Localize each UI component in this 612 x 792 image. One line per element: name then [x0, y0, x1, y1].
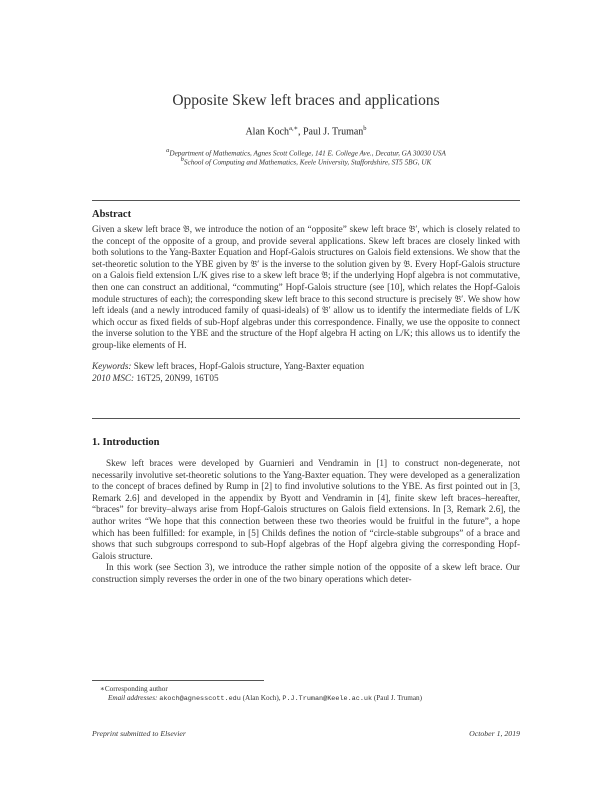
- intro-paragraph-1: Skew left braces were developed by Guarnieri and Vendramin in [1] to construct non-degenerate, not necessarily involutive set-theoretic solutions to the Yang-Baxter equation. They were developed as a generalization to the concept of braces defined by Rump in [2] to find involutive solutions to the YBE. As first pointed out in [3, Remark 2.6] and developed in the appendix by Byott and Vendramin in [4], finite skew left braces–hereafter, “braces” for brevity–always arise from Hopf-Galois structures on Galois field extensions. In [3, Remark 2.6], the author writes “We hope that this connection between these two theories would be fruitful in the future”, a hope which has been fulfilled: for example, in [5] Childs defines the notion of “circle-stable subgroups” of a brace and shows that such subgroups correspond to sub-Hopf algebras of the Hopf algebra giving the corresponding Hopf-Galois structure.: [92, 458, 520, 561]
- author-line: [0, 124, 612, 137]
- author-truman: Paul J. Truman: [303, 126, 364, 138]
- msc-label: 2010 MSC:: [92, 372, 135, 383]
- keywords-block: [92, 361, 520, 384]
- author-truman-marker: b: [363, 125, 367, 132]
- intro-paragraph-2: In this work (see Section 3), we introduce the rather simple notion of the opposite of a skew left brace. Our construction simply reverses the order in one of the two binary operations which deter-: [92, 562, 520, 584]
- footnote-emails: [108, 694, 536, 703]
- author-koch-marker: a,∗: [289, 125, 298, 132]
- footer-date: October 1, 2019: [469, 729, 520, 738]
- author-separator: ,: [298, 126, 303, 138]
- affiliation-b-text: School of Computing and Mathematics, Keele University, Staffordshire, ST5 5BG, UK: [183, 158, 432, 167]
- email-koch-name: (Alan Koch),: [242, 694, 281, 702]
- abstract-heading: Abstract: [92, 209, 132, 220]
- introduction-body: [92, 458, 520, 586]
- abstract-bottom-rule: [92, 418, 520, 419]
- author-koch: Alan Koch: [245, 126, 290, 138]
- email-truman-name: (Paul J. Truman): [373, 694, 422, 702]
- msc-line: [92, 373, 520, 385]
- abstract-top-rule: [92, 200, 520, 201]
- msc-text: 16T25, 20N99, 16T05: [136, 372, 219, 383]
- affiliation-a-text: Department of Mathematics, Agnes Scott College, 141 E. College Ave., Decatur, GA 30030 USA: [169, 149, 446, 158]
- page-footer: [92, 729, 520, 738]
- affiliation-a-marker: a: [166, 147, 170, 154]
- affiliation-b: [0, 156, 612, 166]
- keywords-line: [92, 361, 520, 373]
- affiliation-b-marker: b: [180, 156, 184, 163]
- paper-title: Opposite Skew left braces and applications: [172, 92, 440, 109]
- footer-preprint-note: Preprint submitted to Elsevier: [92, 729, 186, 738]
- email-koch-link[interactable]: akoch@agnesscott.edu: [159, 695, 241, 703]
- email-truman-link[interactable]: P.J.Truman@Keele.ac.uk: [282, 695, 373, 703]
- email-label: Email addresses:: [108, 694, 158, 702]
- footnote-rule: [92, 680, 264, 681]
- keywords-text: Skew left braces, Hopf-Galois structure, Yang-Baxter equation: [133, 361, 365, 371]
- keywords-label: Keywords:: [92, 361, 132, 371]
- footnote-corresponding: ∗Corresponding author: [100, 685, 168, 693]
- section-heading-introduction: 1. Introduction: [92, 437, 160, 448]
- abstract-body: Given a skew left brace 𝔅, we introduce the notion of an “opposite” skew left brace 𝔅′, which is closely related to the concept of the opposite of a group, and provide several applications. Skew left braces are closely linked with both solutions to the Yang-Baxter Equation and Hopf-Galois structures on Galois field extensions. We show that the set-theoretic solution to the YBE given by 𝔅′ is the inverse to the solution given by 𝔅. Every Hopf-Galois structure on a Galois field extension L/K gives rise to a skew left brace 𝔅; if the underlying Hopf algebra is not commutative, then one can construct an additional, “commuting” Hopf-Galois structure (see [10], which relates the Hopf-Galois module structures of each); the corresponding skew left brace to this second structure is precisely 𝔅′. We show how left ideals (and a newly introduced family of quasi-ideals) of 𝔅′ allow us to identify the intermediate fields of L/K which occur as fixed fields of sub-Hopf algebras under this correspondence. Finally, we use the opposite to connect the inverse solution to the YBE and the structure of the Hopf algebra H acting on L/K; this allows us to identify the group-like elements of H.: [92, 224, 520, 350]
